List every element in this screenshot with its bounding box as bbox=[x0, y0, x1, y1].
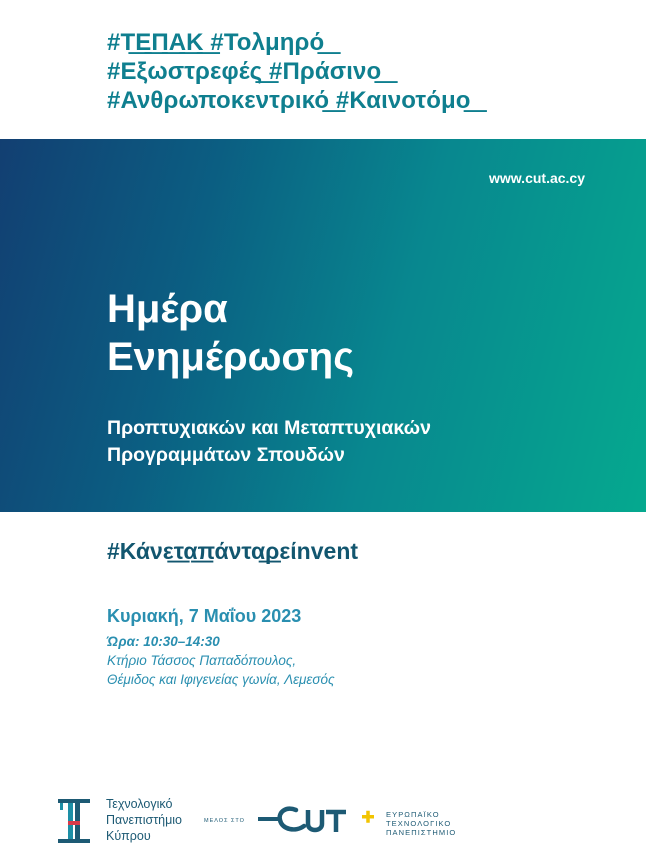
event-date: Κυριακή, 7 Μαΐου 2023 bbox=[107, 606, 302, 626]
title-line: Ημέρα bbox=[107, 287, 228, 331]
time-label: Ώρα: bbox=[107, 634, 140, 649]
eut-name-line: ΕΥΡΩΠΑΪΚΟ bbox=[386, 810, 440, 819]
cut-name-line: Πανεπιστήμιο bbox=[106, 813, 183, 827]
subtitle bbox=[107, 415, 431, 469]
footer-logos bbox=[56, 796, 616, 852]
eut-logo-icon bbox=[256, 802, 382, 838]
cut-name bbox=[106, 796, 182, 844]
event-time bbox=[107, 632, 335, 651]
subtitle-line: Προγραμμάτων Σπουδών bbox=[107, 444, 345, 466]
subtitle-line: Προπτυχιακών και Μεταπτυχιακών bbox=[107, 417, 431, 439]
hashtag-line: #Εξωστρεφές͟ #Πράσινο͟ bbox=[107, 58, 382, 85]
event-location-line: Κτήριο Τάσσος Παπαδόπουλος, bbox=[107, 653, 297, 668]
event-location-line: Θέμιδος και Ιφιγενείας γωνία, Λεμεσός bbox=[107, 672, 335, 687]
hashtag-line: #Ανθρωποκεντρικό͟ #Καινοτόμο͟ bbox=[107, 87, 471, 114]
member-of-label: ΜΕΛΟΣ ΣΤΟ bbox=[204, 818, 245, 824]
cut-logo-icon bbox=[56, 799, 96, 845]
eut-name bbox=[386, 810, 456, 837]
time-value: 10:30–14:30 bbox=[143, 634, 220, 649]
page-title bbox=[107, 285, 354, 381]
cut-name-line: Κύπρου bbox=[106, 829, 151, 843]
cut-name-line: Τεχνολογικό bbox=[106, 797, 173, 811]
hashtag-block bbox=[107, 28, 471, 115]
title-line: Ενημέρωσης bbox=[107, 335, 355, 379]
eut-name-line: ΠΑΝΕΠΙΣΤΗΜΙΟ bbox=[386, 828, 457, 837]
eut-name-line: ΤΕΧΝΟΛΟΓΙΚΟ bbox=[386, 819, 452, 828]
website-link[interactable]: www.cut.ac.cy bbox=[489, 170, 585, 186]
slogan-hashtag: #Κάνε͟τα͟πάντα͟ρείnvent bbox=[107, 538, 359, 564]
hashtag-line: #Τ͟Ε͟Π͟Α͟Κ͟ #Τολμηρό͟ bbox=[107, 29, 325, 56]
event-details bbox=[107, 632, 335, 689]
